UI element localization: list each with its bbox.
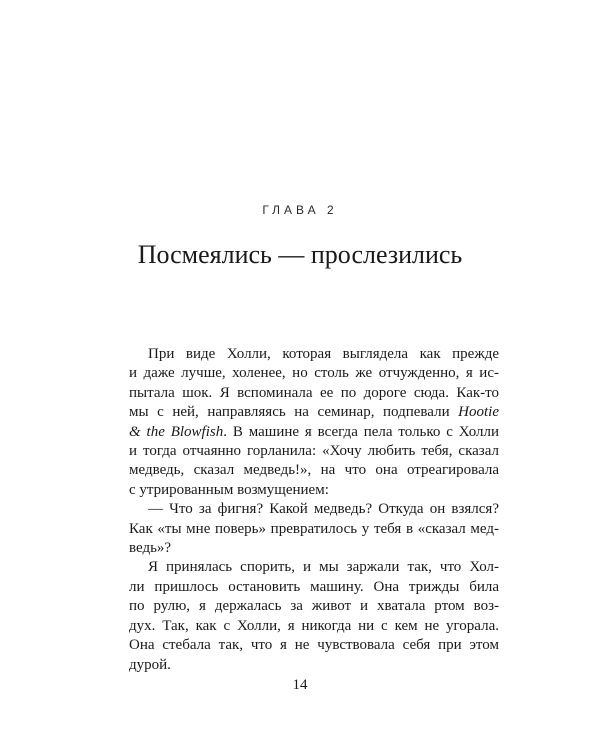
text-line: дух. Так, как с Холли, я никогда ни с кем не угорала. xyxy=(129,617,499,634)
text-fragment: . В машине я всегда пела только с Холли xyxy=(223,423,499,440)
text-line: и даже лучше, холенее, но столь же отчужденно, я ис- xyxy=(129,365,499,382)
text-line: медведь, сказал медведь!», на что она отреагировала xyxy=(129,462,499,479)
text-line: пытала шок. Я вспоминала ее по дороге сюда. Как-то xyxy=(129,384,499,401)
band-name-italic: Hootie xyxy=(458,404,499,421)
body-text xyxy=(129,345,499,675)
text-line: по рулю, я держалась за живот и хватала ртом воз- xyxy=(129,598,499,615)
text-fragment: мы с ней, направляясь на семинар, подпевали xyxy=(129,404,459,421)
paragraph xyxy=(129,500,499,558)
text-line xyxy=(129,403,499,422)
paragraph xyxy=(129,345,499,500)
chapter-title: Посмеялись — прослезились xyxy=(137,240,463,269)
text-line: дурой. xyxy=(129,656,171,673)
text-line xyxy=(129,423,499,442)
text-line: Она стебала так, что я не чувствовала себя при этом xyxy=(129,637,499,654)
paragraph xyxy=(129,558,499,674)
page-number: 14 xyxy=(292,677,308,693)
chapter-label: ГЛАВА 2 xyxy=(262,203,338,217)
band-name-italic: & the Blowfish xyxy=(129,423,224,440)
text-line: — Что за фигня? Какой медведь? Откуда он взялся? xyxy=(148,501,499,518)
text-line: с утрированным возмущением: xyxy=(129,481,329,498)
text-line: ведь»? xyxy=(129,540,172,557)
text-line: При виде Холли, которая выглядела как прежде xyxy=(148,346,499,362)
text-line: Я принялась спорить, и мы заржали так, что Хол- xyxy=(148,559,499,576)
text-line: Как «ты мне поверь» превратилось у тебя в «сказал мед- xyxy=(129,520,499,537)
text-line: ли пришлось остановить машину. Она трижды била xyxy=(129,578,499,595)
text-line: и тогда отчаянно горланила: «Хочу любить тебя, сказал xyxy=(129,443,499,460)
